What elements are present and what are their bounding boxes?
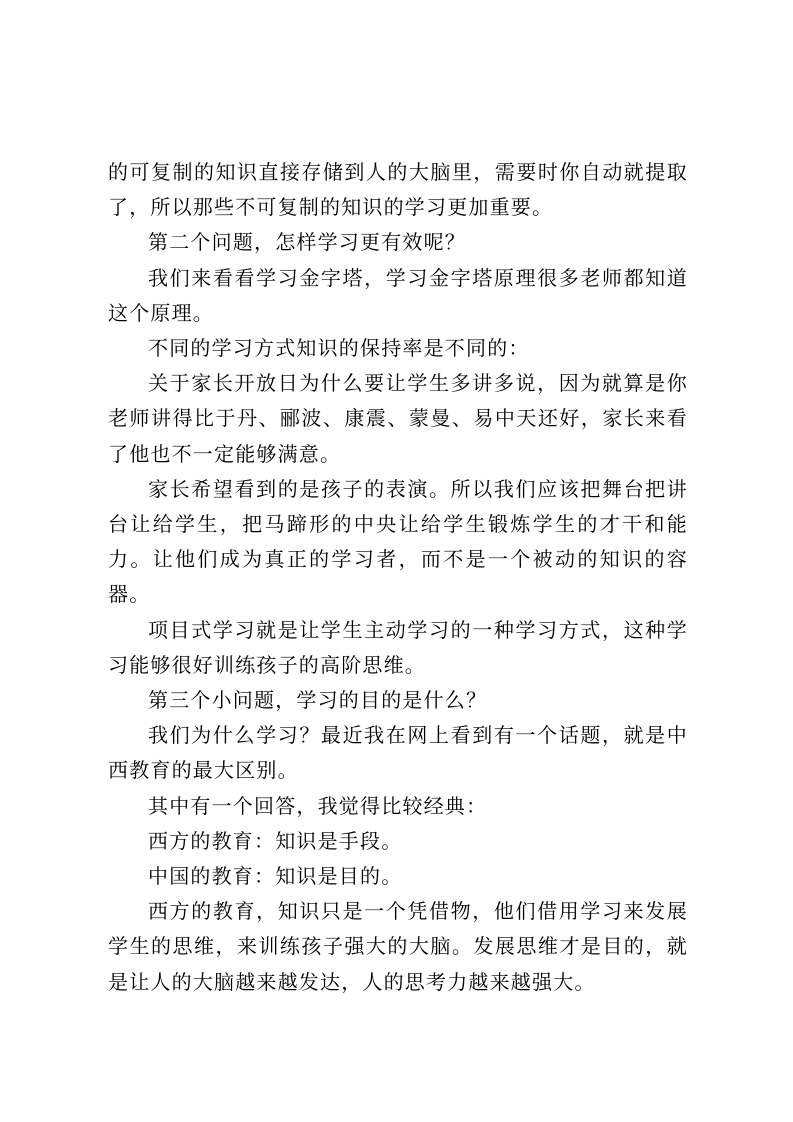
paragraph: 西方的教育，知识只是一个凭借物，他们借用学习来发展学生的思维，来训练孩子强大的大脑。发展思维才是目的，就是让人的大脑越来越发达，人的思考力越来越强大。	[108, 899, 688, 994]
paragraph: 西方的教育：知识是手段。	[148, 828, 403, 853]
paragraph: 关于家长开放日为什么要让学生多讲多说，因为就算是你老师讲得比于丹、郦波、康震、蒙曼、易中天还好，家长来看了他也不一定能够满意。	[108, 371, 688, 466]
paragraph: 我们为什么学习？最近我在网上看到有一个话题，就是中西教育的最大区别。	[108, 723, 688, 783]
paragraph: 项目式学习就是让学生主动学习的一种学习方式，这种学习能够很好训练孩子的高阶思维。	[108, 617, 688, 677]
paragraph: 其中有一个回答，我觉得比较经典：	[148, 793, 488, 818]
paragraph: 不同的学习方式知识的保持率是不同的：	[148, 336, 530, 361]
paragraph: 家长希望看到的是孩子的表演。所以我们应该把舞台把讲台让给学生，把马蹄形的中央让给学生锻炼学生的才干和能力。让他们成为真正的学习者，而不是一个被动的知识的容器。	[108, 476, 688, 607]
paragraph: 第二个问题，怎样学习更有效呢？	[148, 230, 466, 255]
paragraph: 我们来看看学习金字塔，学习金字塔原理很多老师都知道这个原理。	[108, 265, 688, 325]
paragraph: 的可复制的知识直接存储到人的大脑里，需要时你自动就提取了，所以那些不可复制的知识的学习更加重要。	[108, 160, 688, 220]
paragraph: 中国的教育：知识是目的。	[148, 864, 403, 889]
paragraph: 第三个小问题，学习的目的是什么？	[148, 688, 488, 713]
document-body	[108, 155, 688, 1000]
